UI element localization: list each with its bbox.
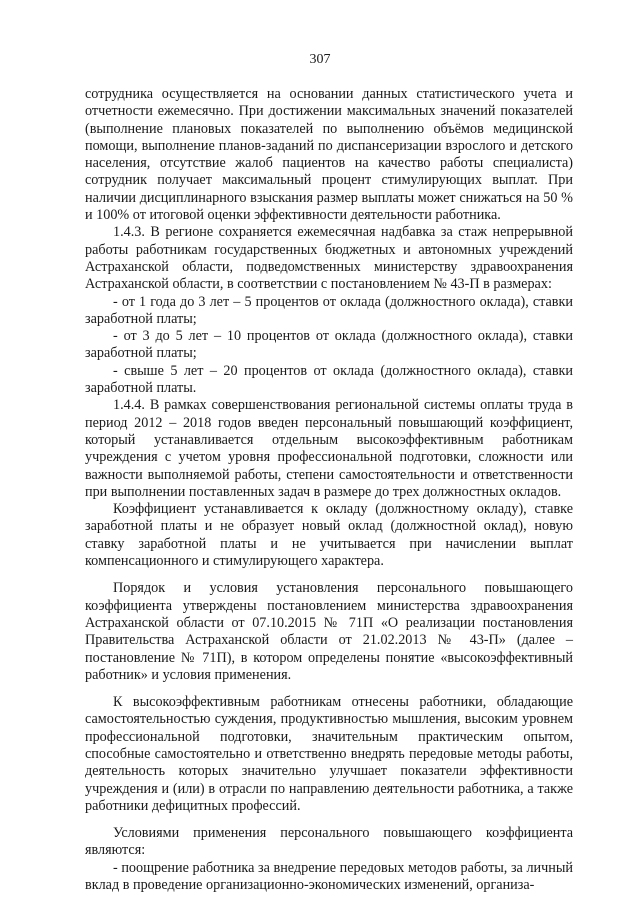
list-item: - от 1 года до 3 лет – 5 процентов от оклада (должностного оклада), ставки заработной платы; bbox=[85, 293, 573, 327]
list-item: - поощрение работника за внедрение передовых методов работы, за личный вклад в проведение организационно-экономических изменений, организа- bbox=[85, 859, 573, 894]
list-item: - свыше 5 лет – 20 процентов от оклада (должностного оклада), ставки заработной платы. bbox=[85, 362, 573, 397]
page-number: 307 bbox=[309, 52, 331, 67]
paragraph: Коэффициент устанавливается к окладу (должностному окладу), ставке заработной платы и не образует новый оклад (должностной оклад), новую ставку заработной платы и не учитывается при начислении выплат компенсационного и стимулирующего характера. bbox=[85, 501, 573, 570]
paragraph: Порядок и условия установления персонального повышающего коэффициента утверждены постановлением министерства здравоохранения Астраханской области от 07.10.2015 № 71П «О реализации постановления Правительства Астраханской области от 21.02.2013 № 43-П» (далее – постановление № 71П), в котором определены понятие «высокоэффективный работник» и условия применения. bbox=[85, 580, 573, 683]
list-item: - от 3 до 5 лет – 10 процентов от оклада (должностного оклада), ставки заработной платы; bbox=[85, 328, 573, 362]
paragraph: сотрудника осуществляется на основании данных статистического учета и отчетности ежемесячно. При достижении максимальных значений показателей (выполнение плановых показателей по выполнению объёмов медицинской помощи, выполнение планов-заданий по диспансеризации взрослого и детского населения, отсутствие жалоб пациентов на качество работы специалиста) сотрудник получает максимальный процент стимулирующих выплат. При наличии дисциплинарного взыскания размер выплаты может снижаться на 50 % и 100% от итоговой оценки эффективности деятельности работника. bbox=[85, 86, 573, 224]
paragraph: 1.4.4. В рамках совершенствования региональной системы оплаты труда в период 2012 – 2018 годов введен персональный повышающий коэффициент, который устанавливается отдельным высокоэффективным работникам учреждения с учетом уровня профессиональной подготовки, сложности или важности выполняемой работы, степени самостоятельности и ответственности при выполнении поставленных задач в размере до трех должностных окладов. bbox=[85, 397, 573, 500]
paragraph: 1.4.3. В регионе сохраняется ежемесячная надбавка за стаж непрерывной работы работникам государственных бюджетных и автономных учреждений Астраханской области, подведомственных министерству здравоохранения Астраханской области, в соответствии с постановлением № 43-П в размерах: bbox=[85, 224, 573, 293]
document-body bbox=[85, 86, 573, 894]
paragraph: К высокоэффективным работникам отнесены работники, обладающие самостоятельностью суждения, продуктивностью мышления, высоким уровнем профессиональной подготовки, значительным практическим опытом, способные самостоятельно и ответственно внедрять передовые методы работы, деятельность которых значительно улучшает показатели эффективности учреждения и (или) в отрасли по направлению деятельности работника, а также работники дефицитных профессий. bbox=[85, 694, 573, 814]
paragraph: Условиями применения персонального повышающего коэффициента являются: bbox=[85, 825, 573, 859]
